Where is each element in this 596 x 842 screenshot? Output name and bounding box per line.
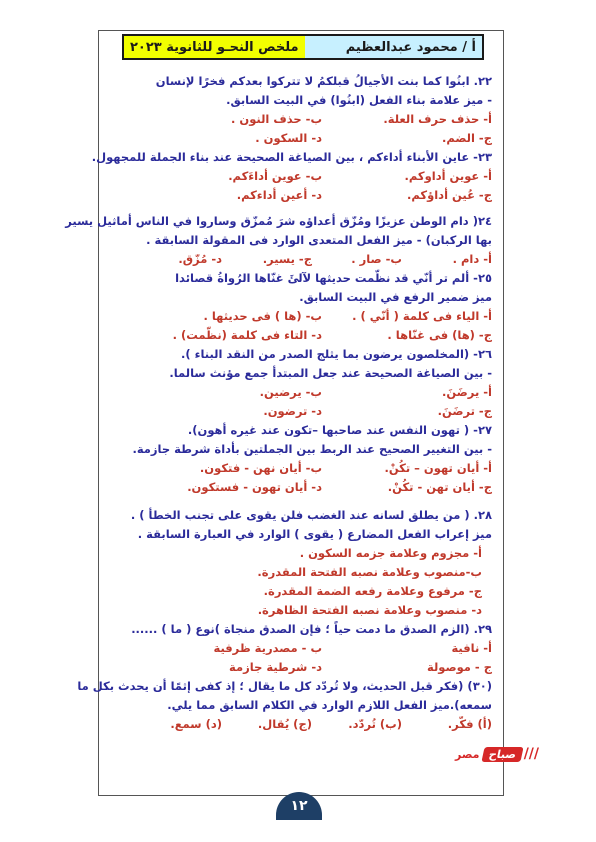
answer-option: ب- عوين أداءَكم. xyxy=(228,169,322,183)
answer-options-row xyxy=(92,385,492,400)
answer-option: ب- أيان نهن - فتكون. xyxy=(199,461,322,475)
answer-option: د- السكون . xyxy=(255,131,322,145)
answer-option: أ- دام . xyxy=(452,252,492,266)
answer-option: (أ) فكّر. xyxy=(447,717,492,731)
answer-options-row xyxy=(92,131,492,146)
question-line: (٣٠) (فكر قبل الحديث، ولا تُردّد كل ما يقال ؛ إذ كفى إثمًا أن يحدث بكل ما xyxy=(77,679,492,693)
answer-option: د- شرطية جازمة xyxy=(229,660,322,674)
answer-option: أ- عوين أداوكم. xyxy=(404,169,492,183)
answer-options-row xyxy=(92,112,492,127)
question-line: ب-منصوب وعلامة نصبه الفتحة المقدرة. xyxy=(257,565,482,579)
answer-options-row xyxy=(92,328,492,343)
answer-option: أ- الياء فى كلمة ( أنّي ) . xyxy=(352,309,492,323)
question-line: ٢٦- (المخلصون يرضون بما يثلج الصدر من النقد البناء ). xyxy=(180,347,492,361)
question-line: ميز ضمير الرفع في البيت السابق. xyxy=(299,290,492,304)
answer-option: ب- (ها ) فى حديثها . xyxy=(203,309,322,323)
answer-option: ج- ترضَنَ. xyxy=(437,404,492,418)
question-line: ٢٩. (الزم الصدق ما دمت حياً ؛ فإن الصدق منجاة )نوع ( ما ) ...... xyxy=(131,622,492,636)
answer-option: ج- يسير. xyxy=(262,252,312,266)
answer-option: (ج) يُقال. xyxy=(257,717,312,731)
answer-option: أ- يرضَنَ. xyxy=(441,385,492,399)
page-number: ١٢ xyxy=(276,792,322,820)
answer-options-row xyxy=(92,660,492,675)
answer-option: أ- أيان تهون – تكُنْ. xyxy=(384,461,492,475)
question-line: سمعه).ميز الفعل اللازم الوارد في الكلام السابق مما يلي. xyxy=(167,698,492,712)
answer-options-row xyxy=(92,641,492,656)
answer-options-row xyxy=(92,461,492,476)
logo-text: مصر xyxy=(455,747,480,761)
question-line: ج- مرفوع وعلامة رفعه الضمة المقدرة. xyxy=(263,584,482,598)
question-line: ٢٧- ( تهون النفس عند صاحبها –تكون عند غيره أهون). xyxy=(187,423,492,437)
answer-option: ج- عُين أداؤكم. xyxy=(407,188,492,202)
answer-option: ب- يرضين. xyxy=(259,385,322,399)
title-bar xyxy=(122,34,484,60)
question-line: أ- مجزوم وعلامة جزمه السكون . xyxy=(299,546,482,560)
answer-option: أ- حذف حرف العلة. xyxy=(383,112,492,126)
answer-options-row xyxy=(92,309,492,324)
question-line: ٢٢. ابنُوا كما بنت الأجيالُ قبلكمُ لا تتركوا بعدكم فخرًا لإنسان xyxy=(155,74,492,88)
answer-option: ج- أيان تهن - تكُنْ. xyxy=(387,480,492,494)
site-logo xyxy=(455,746,539,762)
question-line: - ميز علامة بناء الفعل (ابنُوا) في البيت السابق. xyxy=(226,93,492,107)
answer-option: (ب) تُردّد. xyxy=(348,717,402,731)
answer-option: ب - مصدرية ظرفية xyxy=(213,641,322,655)
question-line: ٢٨. ( من يطلق لسانه عند الغضب فلن يقوى على تجنب الخطأ ) . xyxy=(130,508,492,522)
logo-slashes-icon: /// xyxy=(523,746,540,762)
answer-options-row xyxy=(92,404,492,419)
answer-options-row xyxy=(92,480,492,495)
answer-option: د- أيان تهون - فستكون. xyxy=(187,480,322,494)
answer-options-row xyxy=(92,252,492,267)
answer-option: ب- حذف النون . xyxy=(231,112,322,126)
title-right-text: أ / محمود عبدالعظيم xyxy=(345,39,476,55)
title-left xyxy=(124,36,305,58)
question-line: د- منصوب وعلامة نصبه الفتحة الظاهرة. xyxy=(257,603,482,617)
question-line: - بين التغيير الصحيح عند الربط بين الجملتين بأداة شرطة جازمة. xyxy=(132,442,492,456)
title-left-text: ملخص النحـو للثانوية ٢٠٢٣ xyxy=(130,39,299,55)
title-right xyxy=(305,36,482,58)
answer-option: د- التاء فى كلمة (نظّمت) . xyxy=(172,328,322,342)
answer-options-row xyxy=(92,169,492,184)
answer-options-row xyxy=(92,717,492,732)
question-line: - بين الصياغة الصحيحة عند جعل المبتدأ جمع مؤنث سالما. xyxy=(169,366,492,380)
answer-option: ج- (ها) فى غنّاها . xyxy=(387,328,492,342)
answer-option: أ- نافية xyxy=(451,641,492,655)
answer-option: د- ترضون. xyxy=(263,404,322,418)
answer-option: ج- الضم. xyxy=(441,131,492,145)
answer-option: د- مُزّق. xyxy=(178,252,222,266)
question-line: ٢٣- عاين الأبناء أداءكم ، بين الصياغة الصحيحة عند بناء الجملة للمجهول. xyxy=(91,150,492,164)
answer-option: ب- صار . xyxy=(351,252,402,266)
question-line: ميز إعراب الفعل المضارع ( يقوى ) الوارد في العبارة السابقة . xyxy=(137,527,492,541)
question-line: ٢٥- ألم تر أنّي قد نظّمت حديثها لآلئَ غنّاها الرُواةُ قصائدا xyxy=(175,271,492,285)
question-line: بها الركبان) - ميز الفعل المتعدى الوارد فى المقولة السابقة . xyxy=(146,233,492,247)
answer-option: د- أعين أداءكم. xyxy=(236,188,322,202)
question-line: ٢٤( دام الوطن عزيزًا ومُزّق أعداؤه شرَ مُمزّق وساروا في الناس أماثيل يسير xyxy=(65,214,492,228)
logo-box: صباح xyxy=(481,747,523,762)
answer-option: (د) سمع. xyxy=(170,717,222,731)
answer-options-row xyxy=(92,188,492,203)
answer-option: ج - موصولة xyxy=(426,660,492,674)
